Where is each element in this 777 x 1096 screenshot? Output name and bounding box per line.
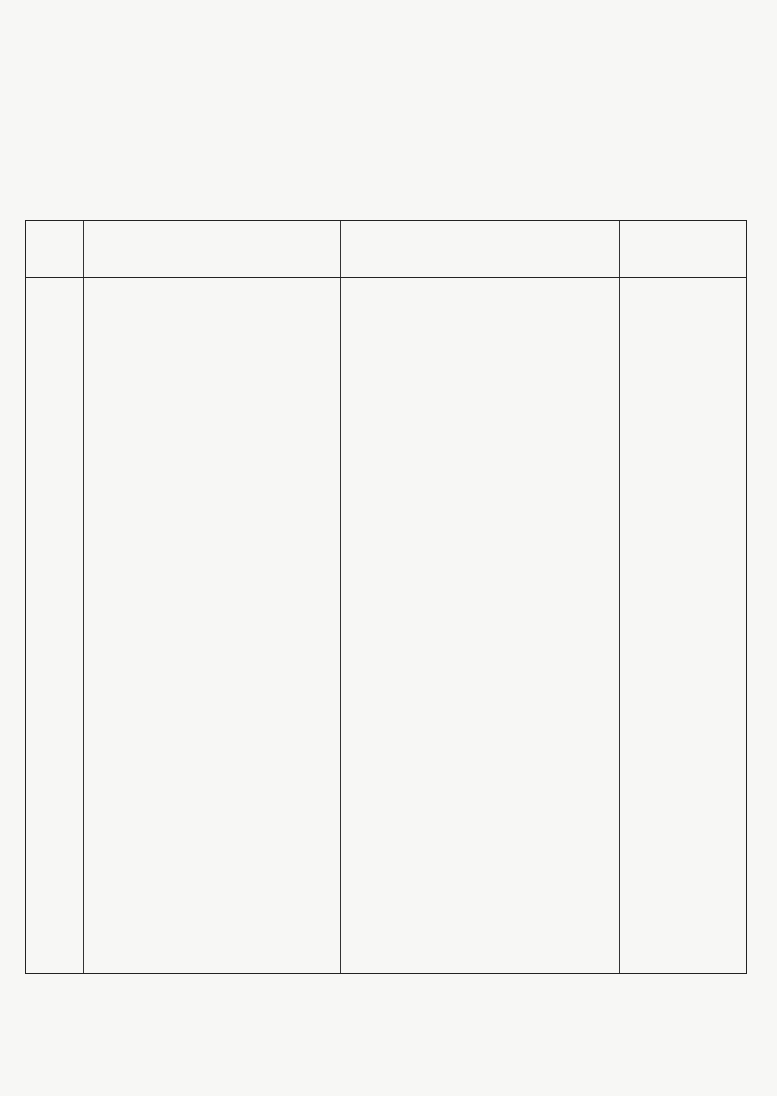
column-divider xyxy=(619,221,620,973)
meta-tanggal xyxy=(62,127,174,149)
meta-tempat xyxy=(62,171,174,193)
column-divider xyxy=(340,221,341,973)
column-divider xyxy=(83,221,84,973)
table-header xyxy=(26,221,746,278)
meta-waktu xyxy=(62,149,174,171)
attendance-table xyxy=(25,220,747,974)
meta-block xyxy=(62,127,174,193)
